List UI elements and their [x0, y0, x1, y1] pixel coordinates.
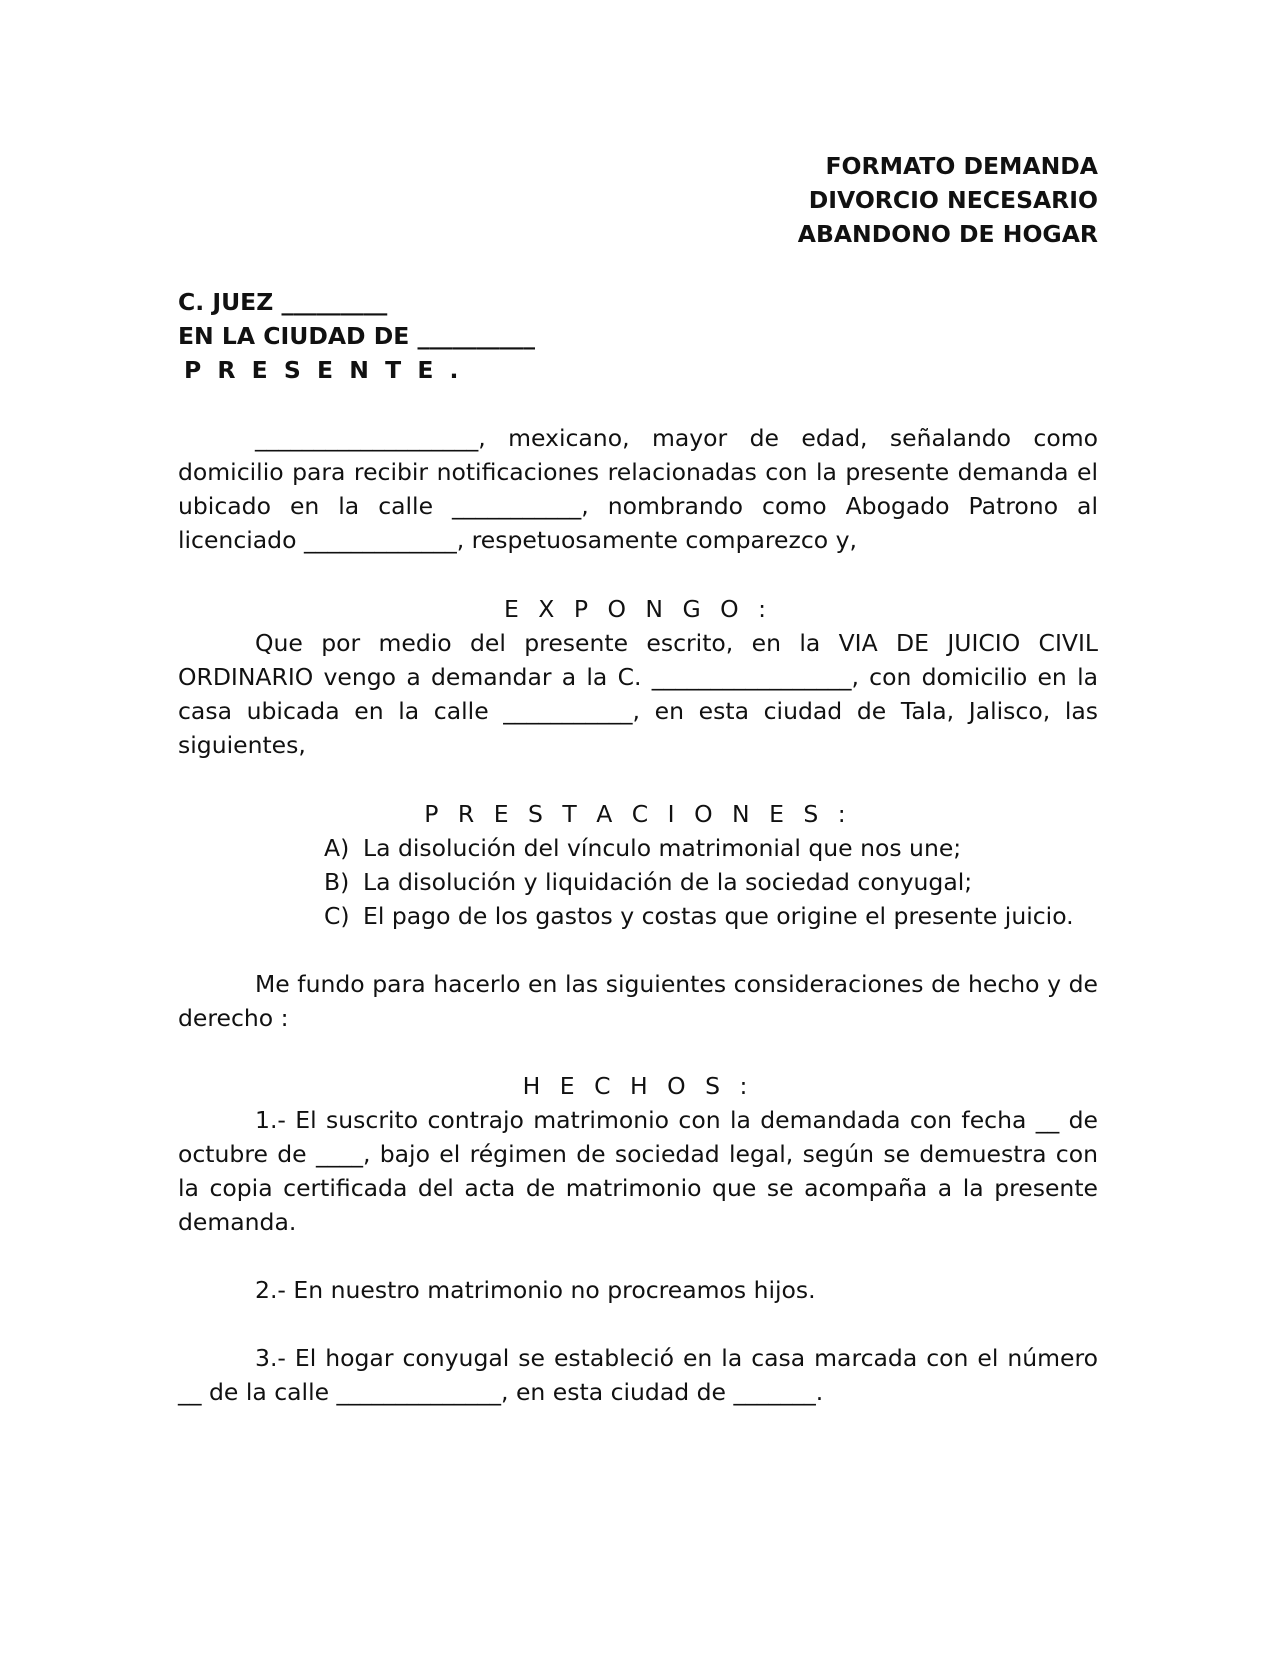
prestacion-marker: C) [324, 902, 350, 930]
prestacion-item [178, 865, 1098, 899]
prestaciones-list [178, 831, 1098, 933]
addressee-city: EN LA CIUDAD DE __________ [178, 322, 535, 350]
title-line-1: FORMATO DEMANDA [825, 152, 1098, 180]
hecho-paragraph-2: 2.- En nuestro matrimonio no procreamos hijos. [255, 1276, 816, 1304]
document-title [178, 149, 1098, 251]
expongo-paragraph: Que por medio del presente escrito, en la VIA DE JUICIO CIVIL ORDINARIO vengo a demandar a la C. _________________, con domicilio en la casa ubicada en la calle ___________, en esta ciudad de Tala, Jalisco, las siguientes, [178, 629, 1098, 759]
prestacion-text: El pago de los gastos y costas que origine el presente juicio. [363, 902, 1074, 930]
hecho-paragraph-3: 3.- El hogar conyugal se estableció en la casa marcada con el número __ de la calle ______________, en esta ciudad de _______. [178, 1344, 1098, 1406]
prestacion-marker: A) [324, 834, 350, 862]
prestacion-item [178, 831, 1098, 865]
addressee-judge: C. JUEZ _________ [178, 288, 388, 316]
fundo-paragraph: Me fundo para hacerlo en las siguientes consideraciones de hecho y de derecho : [178, 970, 1098, 1032]
prestacion-text: La disolución del vínculo matrimonial que nos une; [363, 834, 962, 862]
prestacion-text: La disolución y liquidación de la sociedad conyugal; [363, 868, 973, 896]
title-line-3: ABANDONO DE HOGAR [797, 220, 1098, 248]
expongo-heading: E X P O N G O : [503, 595, 773, 623]
addressee-presente: P R E S E N T E . [184, 356, 463, 384]
hechos-heading: H E C H O S : [522, 1072, 754, 1100]
title-line-2: DIVORCIO NECESARIO [808, 186, 1098, 214]
intro-paragraph: ___________________, mexicano, mayor de edad, señalando como domicilio para recibir notificaciones relacionadas con la presente demanda el ubicado en la calle ___________, nombrando como Abogado Patrono al licenciado _____________, respetuosamente comparezco y, [178, 424, 1098, 554]
hecho-paragraph-1: 1.- El suscrito contrajo matrimonio con la demandada con fecha __ de octubre de ____, bajo el régimen de sociedad legal, según se demuestra con la copia certificada del acta de matrimonio que se acompaña a la presente demanda. [178, 1106, 1098, 1236]
addressee-block [178, 285, 1098, 387]
prestacion-marker: B) [324, 868, 350, 896]
prestacion-item [178, 899, 1098, 933]
prestaciones-heading: P R E S T A C I O N E S : [424, 800, 852, 828]
